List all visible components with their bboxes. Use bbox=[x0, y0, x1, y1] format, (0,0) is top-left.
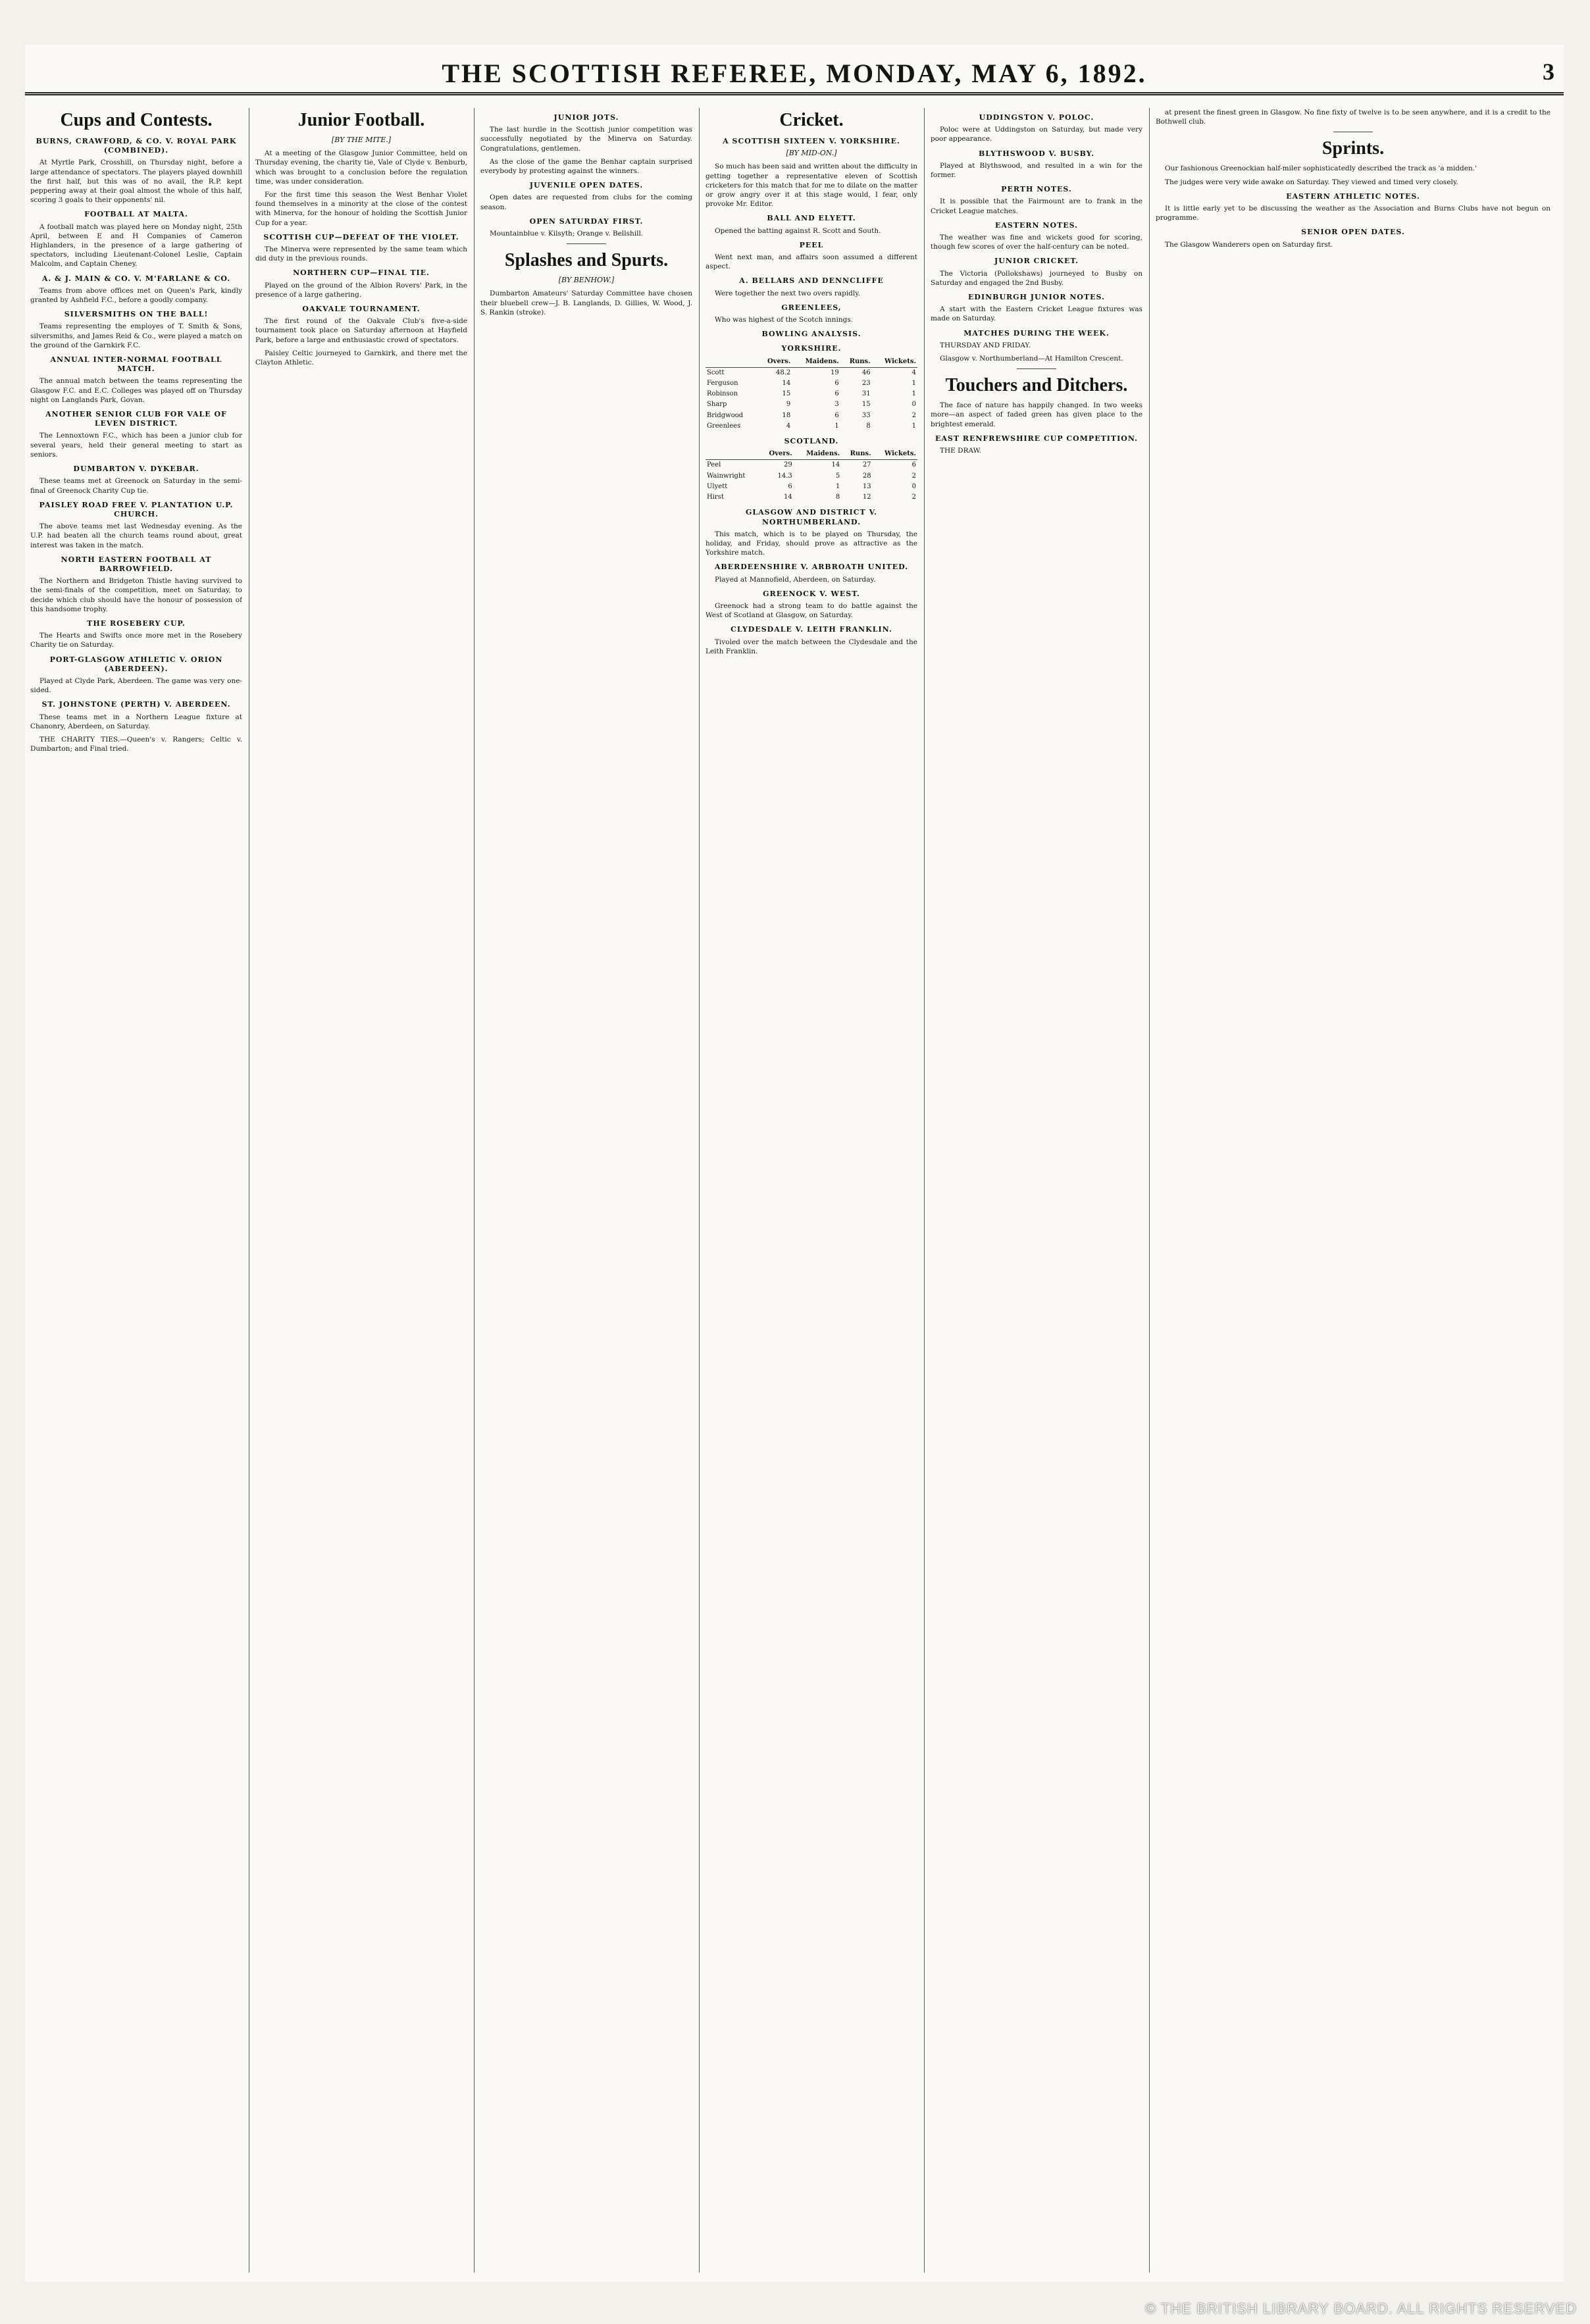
paragraph: Dumbarton Amateurs' Saturday Committee have chosen their bluebell crew—J. B. Langlands, D. Gillies, W. Wood, J. S. Rankin (stroke). bbox=[480, 290, 692, 316]
paragraph: at present the finest green in Glasgow. No fine fixty of twelve is to be seen anywhere, and it is a credit to the Bothwell club. bbox=[1156, 109, 1551, 126]
column-heading: Splashes and Spurts. bbox=[504, 250, 669, 271]
paragraph: The Hearts and Swifts once more met in the Rosebery Charity tie on Saturday. bbox=[30, 632, 242, 649]
section-heading: GLASGOW AND DISTRICT V. NORTHUMBERLAND. bbox=[745, 508, 878, 526]
section-heading: ANNUAL INTER-NORMAL FOOTBALL MATCH. bbox=[50, 355, 222, 374]
table-cell: 6 bbox=[788, 482, 792, 490]
table-cell: 9 bbox=[786, 401, 791, 409]
section-heading: A SCOTTISH SIXTEEN V. YORKSHIRE. bbox=[723, 137, 900, 145]
paragraph: Played at Clyde Park, Aberdeen. The game was very one-sided. bbox=[30, 676, 242, 695]
section-heading: SENIOR OPEN DATES. bbox=[1301, 228, 1405, 237]
column-body bbox=[30, 137, 242, 753]
table-cell: Peel bbox=[707, 461, 721, 469]
paragraph: THE CHARITY TIES.—Queen's v. Rangers; Celtic v. Dumbarton; and Final tried. bbox=[30, 735, 242, 753]
section-heading: A. BELLARS AND DENNCLIFFE bbox=[739, 276, 884, 286]
table-subtitle: SCOTLAND. bbox=[784, 437, 839, 446]
section-heading: UDDINGSTON V. POLOC. bbox=[979, 113, 1094, 122]
section-heading: PEEL bbox=[799, 240, 824, 249]
section-heading: FOOTBALL AT MALTA. bbox=[84, 210, 188, 219]
section-heading: A. & J. MAIN & CO. V. M'FARLANE & CO. bbox=[41, 274, 231, 283]
column-heading: Touchers and Ditchers. bbox=[945, 375, 1128, 396]
column-heading: Junior Football. bbox=[297, 110, 425, 130]
paragraph: Paisley Celtic journeyed to Garnkirk, and there met the Clayton Athletic. bbox=[255, 349, 467, 367]
column-rule bbox=[699, 108, 700, 2273]
paragraph: Were together the next two overs rapidly. bbox=[715, 289, 861, 297]
paragraph: The judges were very wide awake on Saturday. They viewed and timed very closely. bbox=[1165, 178, 1458, 186]
table-cell: 8 bbox=[835, 493, 840, 501]
column-heading: Sprints. bbox=[1321, 138, 1385, 159]
section-heading: NORTHERN CUP—FINAL TIE. bbox=[293, 268, 430, 278]
table-cell: Bridgwood bbox=[707, 411, 744, 419]
section-heading: CLYDESDALE V. LEITH FRANKLIN. bbox=[731, 625, 892, 634]
table-row bbox=[705, 460, 917, 471]
paragraph: These teams met in a Northern League fixture at Chanonry, Aberdeen, on Saturday. bbox=[30, 713, 242, 730]
table-cell: 1 bbox=[911, 380, 916, 388]
table-header: Runs. bbox=[840, 357, 872, 368]
paragraph: A football match was played here on Monday night, 25th April, between E and H Companies of Cameron Highlanders, in the presence of a large gathering of spectators, including Lieutenant-Colonel Leslie, Captain Malcolm, and Captain Cheney. bbox=[30, 222, 242, 268]
table-cell: 14 bbox=[831, 461, 840, 469]
column-body bbox=[480, 289, 692, 317]
column-2 bbox=[255, 108, 467, 2273]
table-cell: 14.3 bbox=[777, 472, 792, 480]
table-header bbox=[705, 449, 759, 460]
paragraph: Teams from above offices met on Queen's Park, kindly granted by Ashfield F.C., before a goodly company. bbox=[30, 286, 242, 305]
section-heading: DUMBARTON V. DYKEBAR. bbox=[73, 465, 199, 474]
paragraph: A start with the Eastern Cricket League fixtures was made on Saturday. bbox=[931, 305, 1142, 323]
table-cell: 48.2 bbox=[775, 368, 791, 376]
section-heading: GREENLEES, bbox=[781, 303, 842, 312]
table-cell: 18 bbox=[782, 411, 791, 419]
table-cell: 4 bbox=[911, 368, 916, 376]
column-5 bbox=[931, 108, 1142, 2273]
column-body bbox=[705, 137, 917, 324]
paragraph: Poloc were at Uddingston on Saturday, but made very poor appearance. bbox=[931, 126, 1142, 143]
paragraph: So much has been said and written about the difficulty in getting together a representative eleven of Scottish cricketers for this match that for me to dilate on the matter or grow angry over it at this stage would, I fear, only provoke Mr. Editor. bbox=[705, 163, 917, 209]
paragraph: The weather was fine and wickets good for scoring, though few scores of over the half-century can be noted. bbox=[931, 234, 1142, 251]
section-heading: GREENOCK V. WEST. bbox=[763, 589, 860, 598]
table-cell: 14 bbox=[782, 380, 791, 388]
section-heading: THE ROSEBERY CUP. bbox=[87, 619, 186, 628]
table-cell: 4 bbox=[786, 422, 791, 430]
table-cell: 2 bbox=[911, 411, 916, 419]
section-heading: OPEN SATURDAY FIRST. bbox=[529, 216, 644, 226]
table-cell: 8 bbox=[866, 422, 871, 430]
table-cell: 12 bbox=[862, 493, 871, 501]
bowling-table-scotland bbox=[705, 449, 917, 503]
table-cell: Sharp bbox=[707, 401, 727, 409]
table-header: Overs. bbox=[759, 449, 794, 460]
table-cell: 19 bbox=[830, 368, 839, 376]
paragraph: The above teams met last Wednesday evening. As the U.P. had beaten all the church teams round about, great interest was taken in the match. bbox=[30, 522, 242, 549]
paragraph: Open dates are requested from clubs for the coming season. bbox=[480, 193, 692, 211]
table-row bbox=[705, 399, 917, 410]
section-heading: JUNIOR JOTS. bbox=[553, 113, 619, 122]
paragraph: Played on the ground of the Albion Rovers' Park, in the presence of a large gathering. bbox=[255, 281, 467, 299]
table-subtitle: YORKSHIRE. bbox=[781, 344, 842, 353]
bowling-table-yorkshire bbox=[705, 357, 917, 432]
column-6 bbox=[1156, 108, 1551, 2273]
paragraph: The Glasgow Wanderers open on Saturday first. bbox=[1165, 240, 1333, 249]
table-cell: 0 bbox=[911, 401, 916, 409]
table-cell: 2 bbox=[911, 493, 916, 501]
paragraph: Teams representing the employes of T. Smith & Sons, silversmiths, and James Reid & Co., were played a match on the ground of the Garnkirk F.C. bbox=[30, 322, 242, 349]
page-number: 3 bbox=[1543, 59, 1554, 85]
section-heading: PORT-GLASGOW ATHLETIC V. ORION (ABERDEEN). bbox=[49, 655, 223, 673]
section-heading: SILVERSMITHS ON THE BALL! bbox=[64, 310, 209, 319]
paragraph: The Lennoxtown F.C., which has been a junior club for several years, held their general meeting to start as seniors. bbox=[30, 432, 242, 459]
table-cell: Ferguson bbox=[707, 380, 738, 388]
paragraph: Opened the batting against R. Scott and South. bbox=[715, 226, 881, 235]
column-body bbox=[480, 113, 692, 238]
paragraph: THE DRAW. bbox=[940, 447, 981, 455]
table-row bbox=[705, 389, 917, 399]
section-heading: ANOTHER SENIOR CLUB FOR VALE OF LEVEN DISTRICT. bbox=[45, 410, 227, 428]
column-body bbox=[931, 401, 1142, 455]
paragraph: Played at Blythswood, and resulted in a win for the former. bbox=[931, 161, 1142, 180]
column-3 bbox=[480, 108, 692, 2273]
table-cell: 33 bbox=[861, 411, 871, 419]
table-row bbox=[705, 471, 917, 482]
section-heading: BLYTHSWOOD V. BUSBY. bbox=[978, 149, 1095, 158]
column-body bbox=[1156, 164, 1551, 249]
section-heading: PERTH NOTES. bbox=[1001, 185, 1072, 194]
table-cell: 6 bbox=[911, 461, 916, 469]
table-cell: 27 bbox=[862, 461, 871, 469]
table-header: Wickets. bbox=[873, 449, 917, 460]
paragraph: For the first time this season the West Benhar Violet found themselves in a minority at the close of the contest with Minerva, for the honour of holding the Scottish Junior Cup for a year. bbox=[255, 191, 467, 227]
column-body bbox=[255, 149, 467, 367]
section-heading: BALL AND ELYETT. bbox=[767, 214, 856, 223]
column-rule bbox=[1149, 108, 1150, 2273]
section-heading: EASTERN ATHLETIC NOTES. bbox=[1286, 191, 1420, 201]
column-1 bbox=[30, 108, 242, 2273]
table-row bbox=[705, 378, 917, 389]
paragraph: At Myrtle Park, Crosshill, on Thursday night, before a large attendance of spectators. The players played downhill the first half, but this was of no avail, the R.P. kept peppering away at their goal almost the whole of this half, scoring 3 goals to their opponents' nil. bbox=[30, 159, 242, 205]
paragraph: Our fashionous Greenockian half-miler sophisticatedly described the track as 'a midden.' bbox=[1165, 164, 1477, 173]
table-cell: 23 bbox=[861, 380, 871, 388]
table-header: Maidens. bbox=[794, 449, 841, 460]
byline: [BY MID-ON.] bbox=[786, 149, 837, 158]
table-cell: Robinson bbox=[707, 390, 738, 398]
table-cell: Ulyett bbox=[707, 482, 728, 490]
section-heading: SCOTTISH CUP—DEFEAT OF THE VIOLET. bbox=[263, 232, 459, 241]
paragraph: The Minerva were represented by the same team which did duty in the previous rounds. bbox=[255, 245, 467, 263]
table-title: BOWLING ANALYSIS. bbox=[761, 330, 861, 339]
table-cell: 3 bbox=[834, 401, 839, 409]
byline: [BY BENHOW.] bbox=[558, 276, 615, 285]
paragraph: At a meeting of the Glasgow Junior Committee, held on Thursday evening, the charity tie, Vale of Clyde v. Benburb, which was brought to a conclusion before the regulation time, was under consideration. bbox=[255, 149, 467, 186]
table-header: Runs. bbox=[841, 449, 872, 460]
table-cell: 13 bbox=[862, 482, 871, 490]
watermark: © THE BRITISH LIBRARY BOARD. ALL RIGHTS RESERVED bbox=[1145, 2300, 1577, 2317]
table-cell: 1 bbox=[834, 422, 839, 430]
paragraph: Mountainblue v. Kilsyth; Orange v. Bellshill. bbox=[490, 230, 644, 238]
table-cell: 1 bbox=[835, 482, 840, 490]
paragraph: Played at Mannofield, Aberdeen, on Saturday. bbox=[715, 575, 876, 584]
table-cell: Wainwright bbox=[707, 472, 746, 480]
table-cell: Scott bbox=[707, 368, 725, 376]
section-heading: JUNIOR CRICKET. bbox=[994, 257, 1079, 266]
table-header: Wickets. bbox=[872, 357, 917, 368]
table-row bbox=[705, 421, 917, 432]
column-heading: Cricket. bbox=[779, 110, 844, 130]
table-cell: Hirst bbox=[707, 493, 724, 501]
table-cell: 15 bbox=[782, 390, 791, 398]
table-cell: Greenlees bbox=[707, 422, 741, 430]
newspaper-page bbox=[25, 45, 1564, 2282]
paragraph: The first round of the Oakvale Club's five-a-side tournament took place on Saturday afternoon at Hayfield Park, before a large and enthusiastic crowd of spectators. bbox=[255, 317, 467, 344]
paragraph: Glasgow v. Northumberland—At Hamilton Crescent. bbox=[940, 355, 1123, 363]
section-heading: ABERDEENSHIRE V. ARBROATH UNITED. bbox=[714, 563, 909, 572]
table-cell: 14 bbox=[784, 493, 792, 501]
paragraph: Tivoled over the match between the Clydesdale and the Leith Franklin. bbox=[705, 638, 917, 655]
paragraph: The Victoria (Pollokshaws) journeyed to Busby on Saturday and engaged the 2nd Busby. bbox=[931, 269, 1142, 287]
table-cell: 29 bbox=[784, 461, 792, 469]
section-heading: EAST RENFREWSHIRE CUP COMPETITION. bbox=[935, 434, 1139, 443]
paragraph: THURSDAY AND FRIDAY. bbox=[940, 341, 1031, 349]
column-rule bbox=[924, 108, 925, 2273]
table-cell: 6 bbox=[834, 380, 839, 388]
byline: [BY THE MITE.] bbox=[331, 136, 392, 144]
table-cell: 1 bbox=[911, 390, 916, 398]
table-header: Maidens. bbox=[792, 357, 840, 368]
section-heading: JUVENILE OPEN DATES. bbox=[529, 181, 644, 190]
paragraph: Greenock had a strong team to do battle against the West of Scotland at Glasgow, on Saturday. bbox=[705, 601, 917, 620]
table-cell: 28 bbox=[862, 472, 871, 480]
section-heading: EDINBURGH JUNIOR NOTES. bbox=[968, 293, 1105, 302]
column-4 bbox=[705, 108, 917, 2273]
section-heading: OAKVALE TOURNAMENT. bbox=[302, 305, 421, 314]
section-heading: ST. JOHNSTONE (PERTH) V. ABERDEEN. bbox=[41, 700, 231, 709]
table-row bbox=[705, 482, 917, 492]
paragraph: The face of nature has happily changed. In two weeks more—an aspect of faded green has given place to the brightest emerald. bbox=[931, 401, 1142, 428]
table-cell: 15 bbox=[861, 401, 871, 409]
table-cell: 6 bbox=[834, 390, 839, 398]
paragraph: These teams met at Greenock on Saturday in the semi-final of Greenock Charity Cup tie. bbox=[30, 477, 242, 495]
column-heading: Cups and Contests. bbox=[60, 110, 213, 130]
section-heading: PAISLEY ROAD FREE V. PLANTATION U.P. CHURCH. bbox=[39, 500, 234, 518]
table-cell: 1 bbox=[911, 422, 916, 430]
table-row bbox=[705, 411, 917, 421]
table-header: Overs. bbox=[757, 357, 792, 368]
paragraph: It is little early yet to be discussing the weather as the Association and Burns Clubs have not begun on programme. bbox=[1156, 205, 1551, 222]
table-cell: 2 bbox=[911, 472, 916, 480]
table-cell: 6 bbox=[834, 411, 839, 419]
table-cell: 46 bbox=[861, 368, 871, 376]
paragraph: It is possible that the Fairmount are to frank in the Cricket League matches. bbox=[931, 197, 1142, 215]
paragraph: Who was highest of the Scotch innings. bbox=[715, 316, 854, 324]
table-row bbox=[705, 492, 917, 503]
paragraph: The Northern and Bridgeton Thistle having survived to the semi-finals of the competition, meet on Saturday, to decide which club should have the honour of possession of this handsome trophy. bbox=[30, 577, 242, 613]
column-body bbox=[705, 508, 917, 656]
column-body bbox=[1156, 108, 1551, 126]
paragraph: As the close of the game the Benhar captain surprised everybody by protesting against the winners. bbox=[480, 157, 692, 176]
table-cell: 31 bbox=[861, 390, 871, 398]
table-header bbox=[705, 357, 757, 368]
section-heading: NORTH EASTERN FOOTBALL AT BARROWFIELD. bbox=[61, 555, 212, 573]
column-body bbox=[931, 113, 1142, 363]
paragraph: The last hurdle in the Scottish junior competition was successfully negotiated by the Minerva on Saturday. Congratulations, gentlemen. bbox=[480, 126, 692, 153]
section-heading: EASTERN NOTES. bbox=[994, 220, 1079, 230]
paragraph: This match, which is to be played on Thursday, the holiday, and Friday, should prove as attractive as the Yorkshire match. bbox=[705, 530, 917, 557]
section-heading: BURNS, CRAWFORD, & CO. V. ROYAL PARK (COMBINED). bbox=[36, 137, 237, 155]
table-cell: 5 bbox=[835, 472, 840, 480]
table-row bbox=[705, 367, 917, 378]
section-heading: MATCHES DURING THE WEEK. bbox=[963, 328, 1110, 338]
paragraph: The annual match between the teams representing the Glasgow F.C. and E.C. Colleges was played off on Thursday night on Langlands Park, Govan. bbox=[30, 377, 242, 404]
paragraph: Went next man, and affairs soon assumed a different aspect. bbox=[705, 253, 917, 271]
table-cell: 0 bbox=[911, 482, 916, 490]
masthead bbox=[25, 54, 1564, 95]
masthead-title: THE SCOTTISH REFEREE, MONDAY, MAY 6, 1892. bbox=[442, 59, 1147, 88]
